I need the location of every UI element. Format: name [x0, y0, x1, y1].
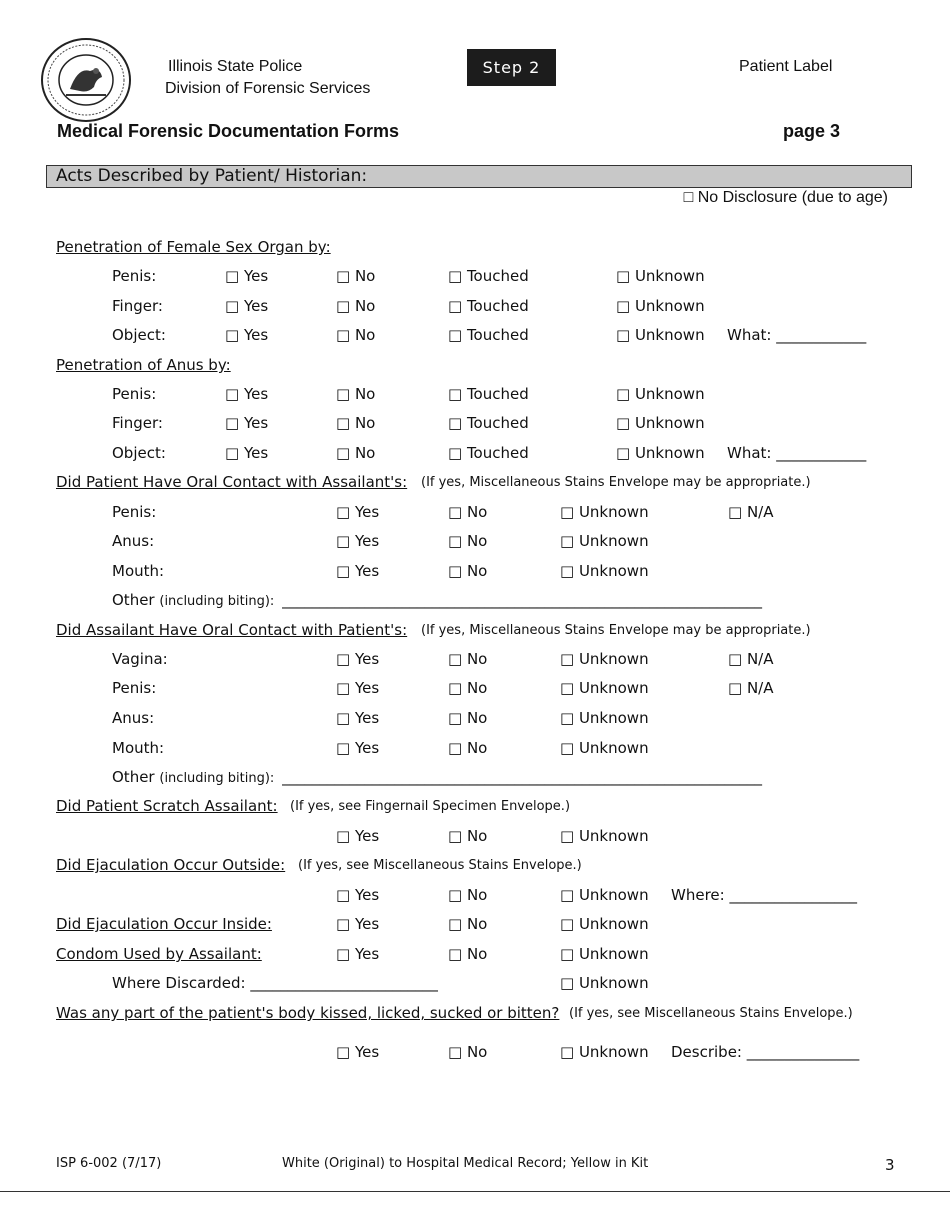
na-checkbox[interactable]: □ N/A — [728, 650, 774, 668]
yes-checkbox[interactable]: □ Yes — [336, 886, 380, 904]
unknown-checkbox[interactable]: □ Unknown — [616, 414, 705, 432]
other-field[interactable]: ________________________________________________________________ — [282, 768, 762, 786]
unknown-checkbox[interactable]: □ Unknown — [560, 886, 649, 904]
other-text: Other — [112, 591, 155, 609]
unknown-checkbox[interactable]: □ Unknown — [560, 827, 649, 845]
no-checkbox[interactable]: □ No — [448, 562, 488, 580]
yes-checkbox[interactable]: □ Yes — [336, 562, 380, 580]
unknown-checkbox[interactable]: □ Unknown — [616, 326, 705, 344]
patient-oral-note: (If yes, Miscellaneous Stains Envelope may be appropriate.) — [421, 475, 811, 490]
step-badge: Step 2 — [467, 49, 556, 86]
yes-checkbox[interactable]: □ Yes — [225, 267, 269, 285]
where-field[interactable]: Where: _________________ — [671, 886, 857, 904]
yes-checkbox[interactable]: □ Yes — [336, 503, 380, 521]
unknown-checkbox[interactable]: □ Unknown — [560, 974, 649, 992]
agency-name: Illinois State Police — [168, 58, 303, 75]
footer-divider — [0, 1191, 950, 1192]
no-checkbox[interactable]: □ No — [448, 532, 488, 550]
yes-checkbox[interactable]: □ Yes — [336, 945, 380, 963]
row-label: Finger: — [112, 297, 163, 315]
no-checkbox[interactable]: □ No — [336, 326, 376, 344]
other-field[interactable]: ________________________________________________________________ — [282, 591, 762, 609]
unknown-checkbox[interactable]: □ Unknown — [616, 267, 705, 285]
no-checkbox[interactable]: □ No — [336, 267, 376, 285]
row-label: Object: — [112, 444, 166, 462]
illinois-state-police-seal-icon — [40, 37, 132, 123]
row-label: Penis: — [112, 679, 157, 697]
no-disclosure-checkbox[interactable]: □ No Disclosure (due to age) — [683, 189, 888, 206]
no-checkbox[interactable]: □ No — [448, 709, 488, 727]
other-label — [112, 591, 274, 609]
row-label: Penis: — [112, 503, 157, 521]
yes-checkbox[interactable]: □ Yes — [225, 385, 269, 403]
row-label: Vagina: — [112, 650, 168, 668]
unknown-checkbox[interactable]: □ Unknown — [560, 679, 649, 697]
row-label: Mouth: — [112, 739, 165, 757]
yes-checkbox[interactable]: □ Yes — [336, 532, 380, 550]
unknown-checkbox[interactable]: □ Unknown — [560, 709, 649, 727]
unknown-checkbox[interactable]: □ Unknown — [616, 385, 705, 403]
no-checkbox[interactable]: □ No — [448, 945, 488, 963]
no-checkbox[interactable]: □ No — [448, 915, 488, 933]
no-checkbox[interactable]: □ No — [336, 385, 376, 403]
unknown-checkbox[interactable]: □ Unknown — [560, 915, 649, 933]
yes-checkbox[interactable]: □ Yes — [336, 650, 380, 668]
unknown-checkbox[interactable]: □ Unknown — [560, 503, 649, 521]
yes-checkbox[interactable]: □ Yes — [336, 709, 380, 727]
unknown-checkbox[interactable]: □ Unknown — [560, 739, 649, 757]
row-label: Object: — [112, 326, 166, 344]
yes-checkbox[interactable]: □ Yes — [336, 679, 380, 697]
yes-checkbox[interactable]: □ Yes — [225, 444, 269, 462]
row-label: Anus: — [112, 532, 155, 550]
no-checkbox[interactable]: □ No — [336, 297, 376, 315]
ejac-outside-heading: Did Ejaculation Occur Outside: — [56, 856, 286, 874]
patient-oral-heading: Did Patient Have Oral Contact with Assailant's: — [56, 473, 408, 491]
no-checkbox[interactable]: □ No — [448, 1043, 488, 1061]
body-contact-heading: Was any part of the patient's body kissed, licked, sucked or bitten? — [56, 1004, 560, 1022]
unknown-checkbox[interactable]: □ Unknown — [560, 532, 649, 550]
no-checkbox[interactable]: □ No — [448, 650, 488, 668]
no-checkbox[interactable]: □ No — [448, 886, 488, 904]
unknown-checkbox[interactable]: □ Unknown — [560, 945, 649, 963]
na-checkbox[interactable]: □ N/A — [728, 679, 774, 697]
na-checkbox[interactable]: □ N/A — [728, 503, 774, 521]
unknown-checkbox[interactable]: □ Unknown — [616, 297, 705, 315]
what-field[interactable]: What: ____________ — [727, 326, 867, 344]
form-title: Medical Forensic Documentation Forms — [57, 121, 400, 141]
touched-checkbox[interactable]: □ Touched — [448, 297, 529, 315]
other-text: Other — [112, 768, 155, 786]
touched-checkbox[interactable]: □ Touched — [448, 326, 529, 344]
scratch-heading: Did Patient Scratch Assailant: — [56, 797, 278, 815]
no-checkbox[interactable]: □ No — [448, 503, 488, 521]
distribution-note: White (Original) to Hospital Medical Record; Yellow in Kit — [282, 1156, 649, 1171]
footer-page-number: 3 — [885, 1156, 895, 1174]
section-title: Acts Described by Patient/ Historian: — [46, 165, 912, 188]
touched-checkbox[interactable]: □ Touched — [448, 444, 529, 462]
yes-checkbox[interactable]: □ Yes — [225, 414, 269, 432]
female-penetration-heading: Penetration of Female Sex Organ by: — [56, 238, 331, 256]
yes-checkbox[interactable]: □ Yes — [336, 739, 380, 757]
anus-penetration-heading: Penetration of Anus by: — [56, 356, 231, 374]
scratch-note: (If yes, see Fingernail Specimen Envelope.) — [290, 799, 571, 814]
other-label — [112, 768, 274, 786]
other-note: (including biting): — [159, 594, 275, 609]
yes-checkbox[interactable]: □ Yes — [225, 297, 269, 315]
unknown-checkbox[interactable]: □ Unknown — [560, 1043, 649, 1061]
form-id: ISP 6-002 (7/17) — [56, 1156, 162, 1171]
yes-checkbox[interactable]: □ Yes — [336, 827, 380, 845]
touched-checkbox[interactable]: □ Touched — [448, 414, 529, 432]
unknown-checkbox[interactable]: □ Unknown — [560, 562, 649, 580]
what-field[interactable]: What: ____________ — [727, 444, 867, 462]
row-label: Mouth: — [112, 562, 165, 580]
condom-heading: Condom Used by Assailant: — [56, 945, 262, 963]
body-contact-note: (If yes, see Miscellaneous Stains Envelope.) — [569, 1006, 853, 1021]
row-label: Penis: — [112, 385, 157, 403]
ejac-inside-heading: Did Ejaculation Occur Inside: — [56, 915, 272, 933]
row-label: Finger: — [112, 414, 163, 432]
patient-label: Patient Label — [739, 58, 833, 75]
no-checkbox[interactable]: □ No — [448, 679, 488, 697]
no-checkbox[interactable]: □ No — [336, 414, 376, 432]
no-checkbox[interactable]: □ No — [336, 444, 376, 462]
ejac-outside-note: (If yes, see Miscellaneous Stains Envelope.) — [298, 858, 582, 873]
touched-checkbox[interactable]: □ Touched — [448, 267, 529, 285]
yes-checkbox[interactable]: □ Yes — [225, 326, 269, 344]
no-checkbox[interactable]: □ No — [448, 827, 488, 845]
division-name: Division of Forensic Services — [165, 80, 371, 97]
where-discarded-field[interactable]: Where Discarded: _________________________ — [112, 974, 438, 992]
page-indicator: page 3 — [783, 121, 841, 141]
assailant-oral-heading: Did Assailant Have Oral Contact with Patient's: — [56, 621, 408, 639]
unknown-checkbox[interactable]: □ Unknown — [616, 444, 705, 462]
yes-checkbox[interactable]: □ Yes — [336, 915, 380, 933]
unknown-checkbox[interactable]: □ Unknown — [560, 650, 649, 668]
describe-field[interactable]: Describe: _______________ — [671, 1043, 860, 1061]
assailant-oral-note: (If yes, Miscellaneous Stains Envelope may be appropriate.) — [421, 623, 811, 638]
no-checkbox[interactable]: □ No — [448, 739, 488, 757]
row-label: Penis: — [112, 267, 157, 285]
other-note: (including biting): — [159, 771, 275, 786]
yes-checkbox[interactable]: □ Yes — [336, 1043, 380, 1061]
touched-checkbox[interactable]: □ Touched — [448, 385, 529, 403]
row-label: Anus: — [112, 709, 155, 727]
